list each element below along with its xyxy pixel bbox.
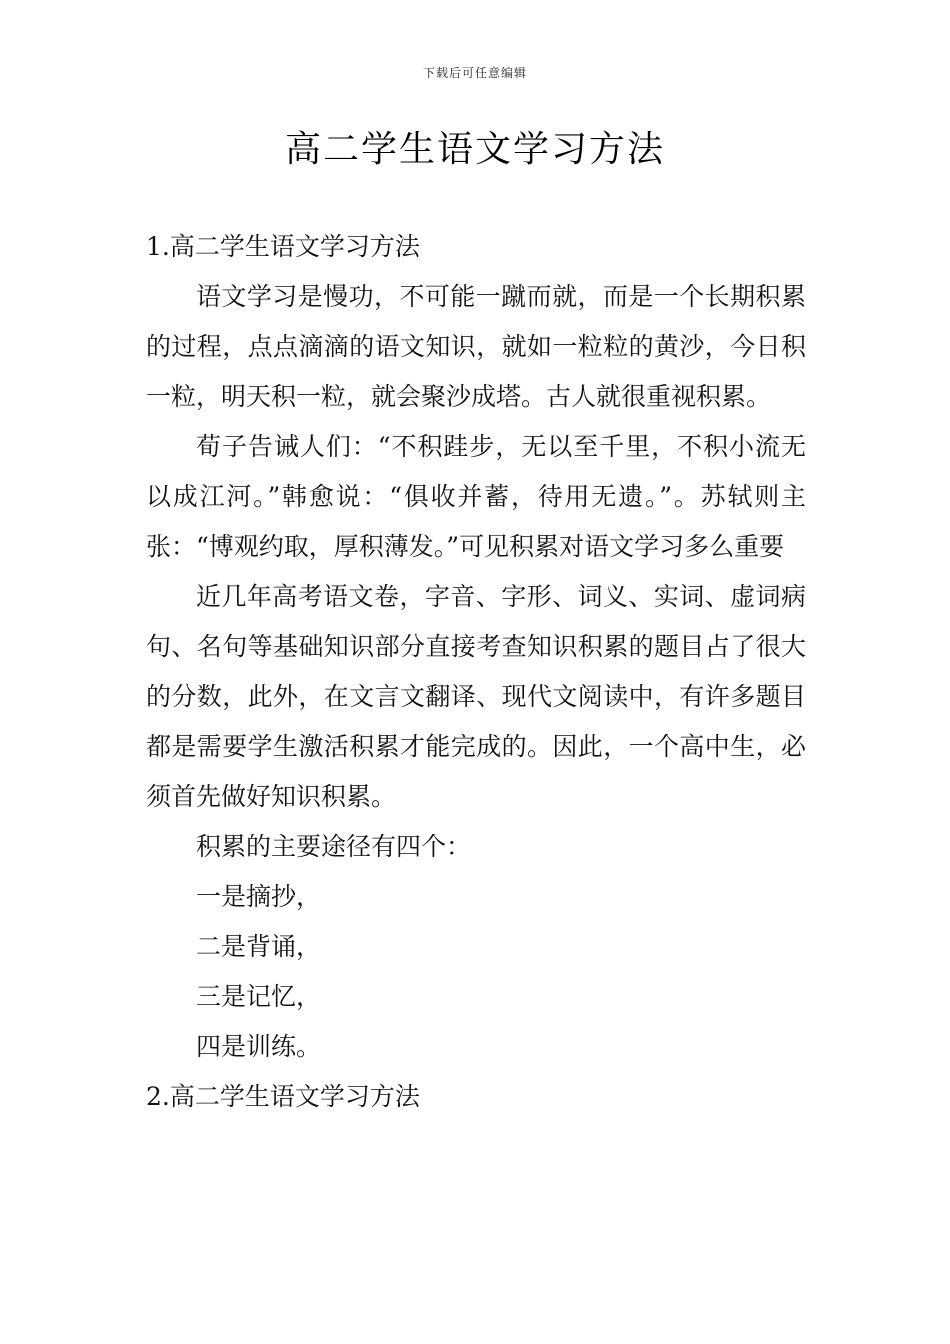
list-item: 四是训练。 — [196, 1032, 322, 1061]
header-note: 下载后可任意编辑 — [422, 66, 527, 80]
paragraph-3: 近几年高考语文卷，字音、字形、词义、实词、虚词病句、名句等基础知识部分直接考查知识积累的题目占了很大的分数，此外，在文言文翻译、现代文阅读中，有许多题目都是需要学生激活积累才能完成的。因此，一个高中生，必须首先做好知识积累。 — [146, 582, 806, 811]
document-body — [146, 222, 806, 1122]
paragraph-4: 积累的主要途径有四个： — [196, 832, 472, 861]
paragraph-2: 荀子告诫人们：“不积跬步，无以至千里，不积小流无以成江河。”韩愈说：“俱收并蓄，待用无遗。”。苏轼则主张：“博观约取，厚积薄发。”可见积累对语文学习多么重要 — [146, 432, 806, 561]
section-heading-2: 2.高二学生语文学习方法 — [146, 1082, 420, 1111]
list-item: 三是记忆， — [196, 982, 322, 1011]
list-item: 一是摘抄， — [196, 882, 322, 911]
list-item: 二是背诵， — [196, 932, 322, 961]
paragraph-1: 语文学习是慢功，不可能一蹴而就，而是一个长期积累的过程，点点滴滴的语文知识，就如一粒粒的黄沙，今日积一粒，明天积一粒，就会聚沙成塔。古人就很重视积累。 — [146, 282, 806, 411]
section-heading-1: 1.高二学生语文学习方法 — [146, 232, 420, 261]
document-title: 高二学生语文学习方法 — [284, 129, 665, 170]
